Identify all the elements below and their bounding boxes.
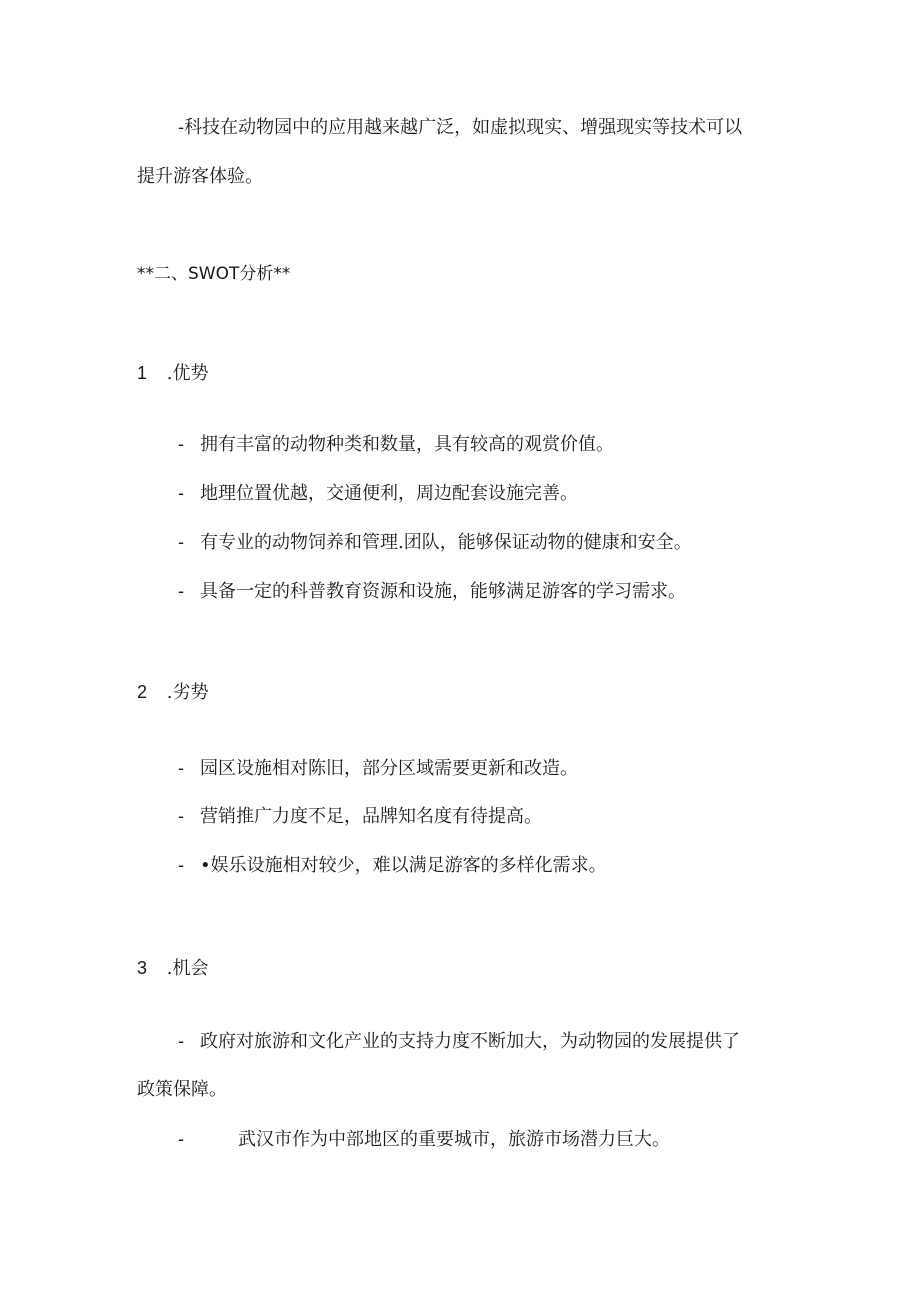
- list-item: [178, 481, 578, 506]
- strengths-heading: [137, 361, 208, 386]
- strengths-title: .优势: [166, 363, 209, 384]
- dash-marker: -: [178, 806, 184, 826]
- intro-line-1: -科技在动物园中的应用越来越广泛，如虚拟现实、增强现实等技术可以: [178, 117, 743, 138]
- list-item-text: 政府对旅游和文化产业的支持力度不断加大，为动物园的发展提供了: [200, 1031, 740, 1052]
- opportunities-title: .机会: [166, 958, 209, 979]
- dash-marker: -: [178, 483, 184, 503]
- list-item: [178, 1127, 670, 1152]
- list-item-text: 营销推广力度不足，品牌知名度有待提高。: [200, 806, 542, 827]
- strengths-number: 1: [137, 363, 148, 383]
- list-item-text: 武汉市作为中部地区的重要城市，旅游市场潜力巨大。: [238, 1129, 670, 1150]
- list-item: [178, 530, 692, 555]
- list-item: [178, 1029, 740, 1054]
- weaknesses-heading: [137, 680, 208, 705]
- dash-marker: -: [178, 581, 184, 601]
- opportunities-number: 3: [137, 958, 148, 978]
- dash-marker: -: [178, 434, 184, 454]
- intro-line-2: 提升游客体验。: [137, 166, 263, 187]
- list-item-text: •娱乐设施相对较少，难以满足游客的多样化需求。: [200, 855, 607, 876]
- list-item-text: 地理位置优越，交通便利，周边配套设施完善。: [200, 483, 578, 504]
- list-item-continuation: 政策保障。: [137, 1079, 227, 1100]
- dash-marker: -: [178, 532, 184, 552]
- list-item-text: 有专业的动物饲养和管理.团队，能够保证动物的健康和安全。: [200, 532, 692, 553]
- list-item: [178, 853, 607, 878]
- list-item-text: 园区设施相对陈旧，部分区域需要更新和改造。: [200, 758, 578, 779]
- list-item: [178, 756, 578, 781]
- dash-marker: -: [178, 1129, 184, 1149]
- weaknesses-number: 2: [137, 682, 148, 702]
- dash-marker: -: [178, 758, 184, 778]
- list-item-text: 具备一定的科普教育资源和设施，能够满足游客的学习需求。: [200, 581, 686, 602]
- opportunities-heading: [137, 956, 208, 981]
- dash-marker: -: [178, 855, 184, 875]
- weaknesses-title: .劣势: [166, 682, 209, 703]
- list-item-text: 拥有丰富的动物种类和数量，具有较高的观赏价值。: [200, 434, 614, 455]
- dash-marker: -: [178, 1031, 184, 1051]
- section-heading-swot: **二、SWOT分析**: [137, 264, 291, 284]
- list-item: [178, 432, 614, 457]
- list-item: [178, 804, 542, 829]
- list-item: [178, 579, 686, 604]
